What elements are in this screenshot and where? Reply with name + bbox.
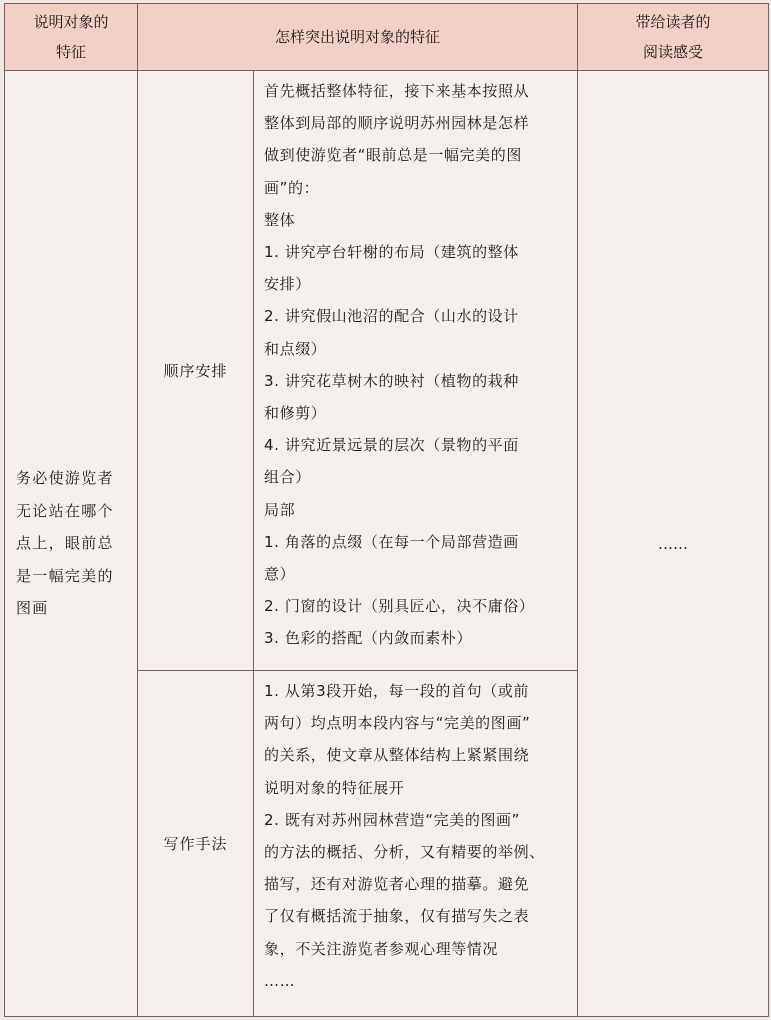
content-line: 意）	[264, 565, 296, 584]
content-line: 首先概括整体特征，接下来基本按照从	[264, 82, 530, 100]
content-line: 的关系，使文章从整体结构上紧紧围绕	[264, 746, 530, 765]
content-writing	[254, 671, 578, 1017]
content-line: 描写，还有对游览者心理的描摹。避免	[264, 875, 530, 894]
analysis-table	[4, 3, 769, 1017]
content-line: 2. 讲究假山池沼的配合（山水的设计	[264, 307, 519, 326]
content-line: 和修剪）	[264, 404, 327, 423]
content-line: 两句）均点明本段内容与“完美的图画”	[264, 714, 531, 733]
content-line: 的方法的概括、分析，又有精要的举例、	[264, 843, 545, 862]
header-feature	[5, 4, 138, 71]
feeling-cell	[578, 71, 769, 1017]
feature-text: 务必使游览者无论站在哪个点上，眼前总是一幅完美的图画	[16, 469, 114, 618]
content-order	[254, 71, 578, 671]
method-order-label: 顺序安排	[163, 362, 228, 380]
header-method-text: 怎样突出说明对象的特征	[275, 28, 441, 46]
header-feature-line2: 特征	[55, 43, 86, 61]
content-line: 和点缀）	[264, 339, 327, 358]
feature-cell	[5, 71, 138, 1017]
content-line: 安排）	[264, 275, 311, 294]
content-line: 组合）	[264, 468, 311, 487]
method-writing	[138, 671, 254, 1017]
content-line: 象，不关注游览者参观心理等情况	[264, 939, 499, 958]
header-feature-line1: 说明对象的	[33, 13, 109, 31]
method-order	[138, 71, 254, 671]
content-line: 1. 讲究亭台轩榭的布局（建筑的整体	[264, 243, 519, 262]
header-method	[138, 4, 578, 71]
content-line: 1. 从第3段开始，每一段的首句（或前	[264, 682, 530, 700]
row-order	[5, 71, 769, 671]
content-line: 2. 既有对苏州园林营造“完美的图画”	[264, 810, 521, 829]
content-line: 说明对象的特征展开	[264, 778, 405, 797]
header-feeling	[578, 4, 769, 71]
content-line: 画”的：	[264, 178, 320, 197]
content-line: 3. 讲究花草树木的映衬（植物的栽种	[264, 371, 519, 390]
content-line: 4. 讲究近景远景的层次（景物的平面	[264, 436, 519, 455]
header-feeling-line2: 阅读感受	[643, 43, 704, 61]
feeling-text: ……	[658, 534, 689, 553]
content-line: 1. 角落的点缀（在每一个局部营造画	[264, 532, 519, 551]
content-line: ……	[264, 971, 296, 990]
content-line: 了仅有概括流于抽象，仅有描写失之表	[264, 907, 530, 926]
content-line: 3. 色彩的搭配（内敛而素朴）	[264, 629, 473, 648]
content-line: 2. 门窗的设计（别具匠心，决不庸俗）	[264, 597, 535, 616]
content-line: 整体	[264, 210, 296, 229]
content-line: 做到使游览者“眼前总是一幅完美的图	[264, 146, 522, 165]
content-line: 整体到局部的顺序说明苏州园林是怎样	[264, 114, 530, 133]
content-line: 局部	[264, 500, 296, 519]
header-feeling-line1: 带给读者的	[635, 13, 711, 31]
method-writing-label: 写作手法	[163, 835, 228, 853]
analysis-sheet	[4, 3, 768, 1017]
header-row	[5, 4, 769, 71]
